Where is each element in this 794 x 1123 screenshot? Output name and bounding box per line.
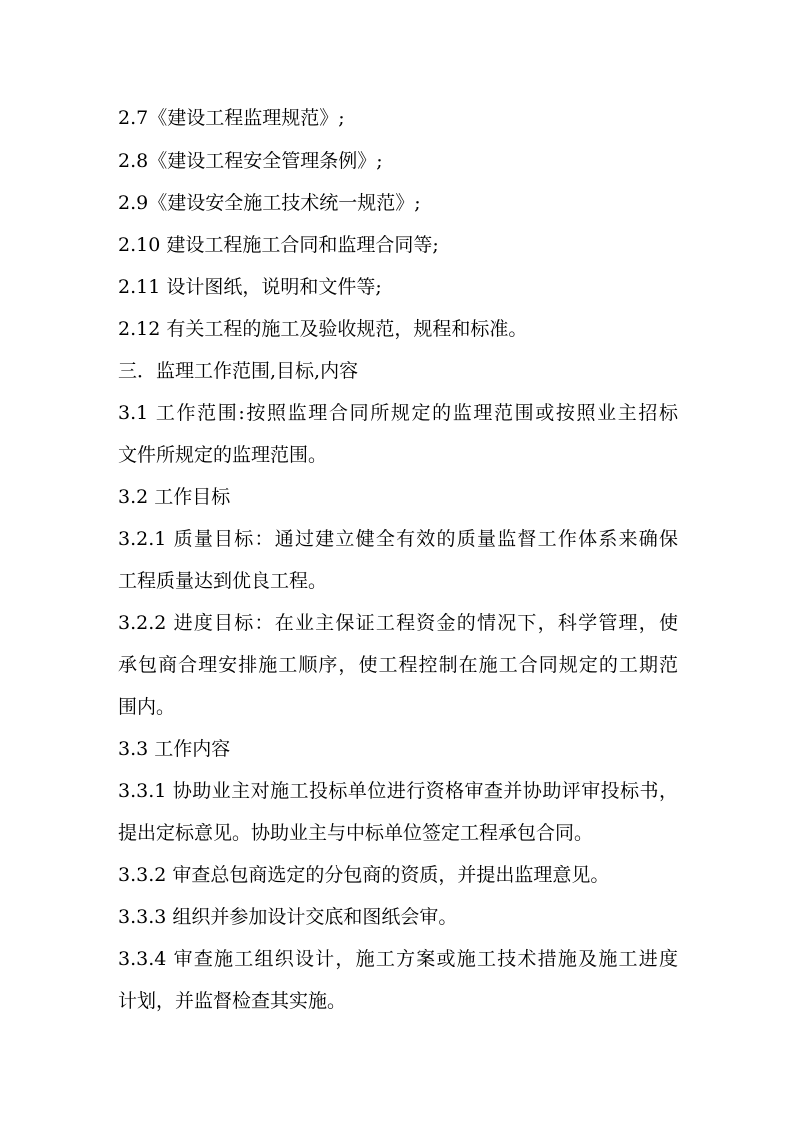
subheading-3-2: 3.2 工作目标 (118, 486, 231, 508)
text-line-2-9: 2.9《建设安全施工技术统一规范》; (118, 192, 421, 214)
text-line-3-2-2-end: 围内。 (118, 696, 176, 718)
text-line-2-8: 2.8《建设工程安全管理条例》; (118, 150, 383, 172)
text-line-3-3-4: 3.3.4 审查施工组织设计，施工方案或施工技术措施及施工进度 (118, 948, 678, 970)
text-line-3-2-1: 3.2.1 质量目标：通过建立健全有效的质量监督工作体系来确保 (118, 528, 678, 550)
text-line-2-11: 2.11 设计图纸，说明和文件等; (118, 276, 382, 298)
text-line-2-10: 2.10 建设工程施工合同和监理合同等; (118, 234, 439, 256)
text-line-3-3-2: 3.3.2 审查总包商选定的分包商的资质，并提出监理意见。 (118, 864, 610, 886)
text-line-3-2-1-cont: 工程质量达到优良工程。 (118, 570, 328, 592)
text-line-3-2-2: 3.2.2 进度目标：在业主保证工程资金的情况下，科学管理，使 (118, 612, 678, 634)
text-line-2-12: 2.12 有关工程的施工及验收规范，规程和标准。 (118, 318, 528, 340)
text-line-3-3-3: 3.3.3 组织并参加设计交底和图纸会审。 (118, 906, 458, 928)
text-line-3-3-1-cont: 提出定标意见。协助业主与中标单位签定工程承包合同。 (118, 822, 594, 844)
subheading-3-3: 3.3 工作内容 (118, 738, 231, 760)
text-line-3-1-cont: 文件所规定的监理范围。 (118, 444, 328, 466)
text-line-3-1: 3.1 工作范围:按照监理合同所规定的监理范围或按照业主招标 (118, 402, 678, 424)
text-line-2-7: 2.7《建设工程监理规范》; (118, 107, 345, 129)
text-line-3-3-1: 3.3.1 协助业主对施工投标单位进行资格审查并协助评审投标书， (118, 780, 678, 802)
section-heading-3: 三．监理工作范围,目标,内容 (118, 360, 359, 382)
text-line-3-3-4-cont: 计划，并监督检查其实施。 (118, 990, 347, 1012)
text-line-3-2-2-cont: 承包商合理安排施工顺序，使工程控制在施工合同规定的工期范 (118, 654, 678, 676)
